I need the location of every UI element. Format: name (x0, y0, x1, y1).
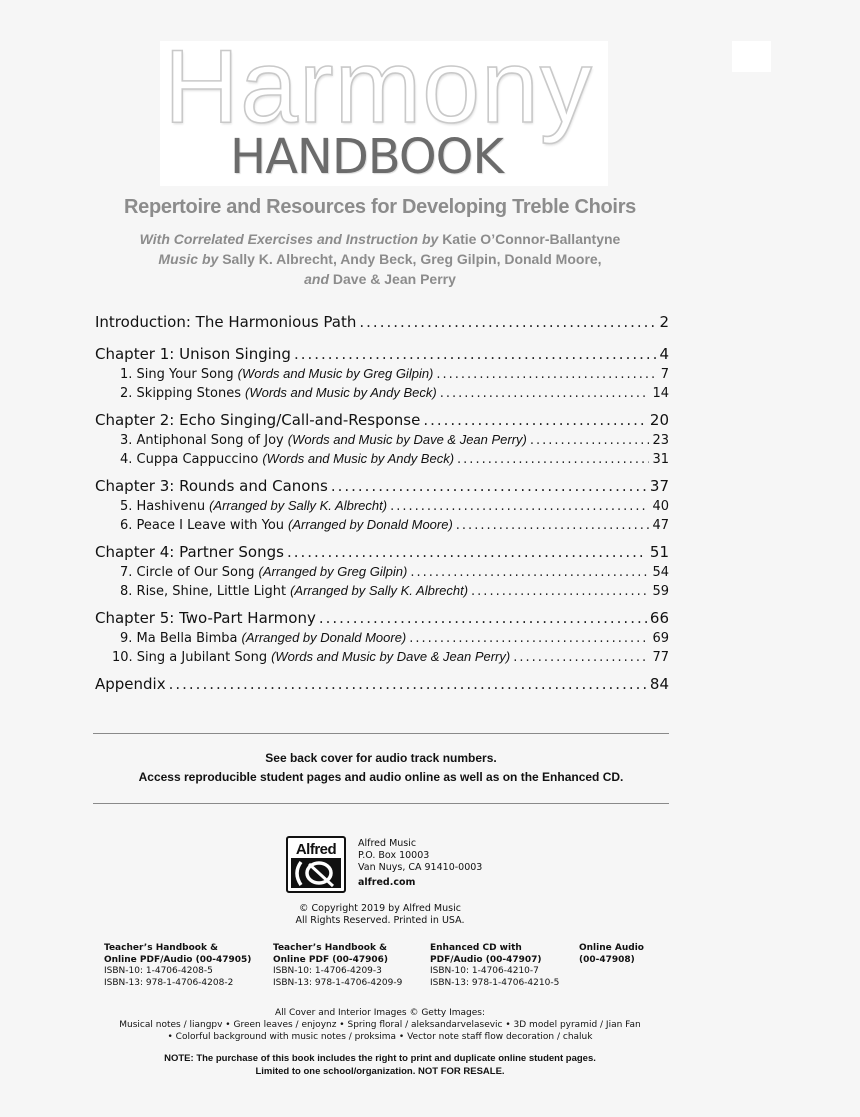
song-credit: (Arranged by Greg Gilpin) (258, 564, 408, 579)
publisher-city: Van Nuys, CA 91410-0003 (358, 862, 483, 873)
dot-leader (294, 345, 657, 364)
dot-leader (319, 609, 647, 628)
treble-clef-logo-icon (291, 858, 341, 888)
isbn-13: ISBN-13: 978-1-4706-4209-9 (273, 977, 403, 988)
song-credit: (Arranged by Donald Moore) (288, 517, 453, 532)
subtitle: Repertoire and Resources for Developing Treble Choirs (123, 196, 636, 218)
toc-page: 59 (652, 584, 669, 599)
toc-chapter-4[interactable] (95, 543, 669, 562)
isbn-13: ISBN-13: 978-1-4706-4210-5 (430, 977, 560, 988)
toc-label: Introduction: The Harmonious Path (95, 313, 357, 331)
song-credit: (Words and Music by Andy Beck) (262, 451, 455, 466)
toc-page: 66 (649, 609, 669, 627)
publisher-name: Alfred Music (358, 838, 417, 849)
edition-item: Teacher’s Handbook & Online PDF/Audio (00-47905) ISBN-10: 1-4706-4208-5 ISBN-13: 978-1-4706-4208-2 (104, 943, 252, 988)
toc-label: 7. Circle of Our Song (Arranged by Greg Gilpin) (120, 564, 408, 580)
toc-page: 77 (652, 650, 669, 665)
toc-label: Chapter 5: Two-Part Harmony (95, 609, 316, 627)
toc-label: 4. Cuppa Cappuccino (Words and Music by Andy Beck) (120, 451, 455, 467)
toc-label: 3. Antiphonal Song of Joy (Words and Music by Dave & Jean Perry) (120, 432, 527, 448)
toc-page: 2 (659, 313, 669, 331)
toc-appendix[interactable] (95, 675, 669, 694)
dot-leader (287, 543, 647, 562)
dot-leader (359, 313, 656, 332)
credit-role: Music by (158, 251, 219, 267)
toc-page: 23 (652, 433, 669, 448)
dot-leader (457, 450, 649, 468)
toc-label: 8. Rise, Shine, Little Light (Arranged by Sally K. Albrecht) (120, 583, 469, 599)
toc-page: 31 (652, 452, 669, 467)
toc-page: 14 (652, 386, 669, 401)
toc-label: Chapter 2: Echo Singing/Call-and-Response (95, 411, 421, 429)
toc-page: 69 (652, 631, 669, 646)
copyright-line: © Copyright 2019 by Alfred Music (299, 903, 461, 914)
toc-chapter-2[interactable] (95, 411, 669, 430)
dot-leader (331, 477, 647, 496)
divider-bottom (93, 803, 669, 804)
toc-page: 20 (649, 411, 669, 429)
audio-notice: See back cover for audio track numbers. (265, 751, 497, 765)
toc-label: Chapter 4: Partner Songs (95, 543, 284, 561)
toc-song[interactable] (95, 562, 669, 581)
song-credit: (Arranged by Sally K. Albrecht) (209, 498, 388, 513)
edition-item: Enhanced CD with PDF/Audio (00-47907) ISBN-10: 1-4706-4210-7 ISBN-13: 978-1-4706-4210-5 (430, 943, 560, 988)
dot-leader (530, 431, 650, 449)
toc-label: 1. Sing Your Song (Words and Music by Greg Gilpin) (120, 366, 434, 382)
toc-page: 40 (652, 499, 669, 514)
toc-label: 9. Ma Bella Bimba (Arranged by Donald Moore) (120, 630, 407, 646)
title-logo-block (160, 29, 608, 186)
song-credit: (Arranged by Donald Moore) (241, 630, 407, 645)
toc-label: Appendix (95, 675, 166, 693)
dot-leader (390, 497, 649, 515)
credit-line (0, 269, 760, 289)
publisher-address (358, 838, 482, 889)
dot-leader (409, 629, 649, 647)
toc-song[interactable] (95, 581, 669, 600)
toc-label: 2. Skipping Stones (Words and Music by Andy Beck) (120, 385, 437, 401)
dot-leader (423, 411, 647, 430)
toc-song[interactable] (95, 515, 669, 534)
toc-song[interactable] (95, 628, 669, 647)
dot-leader (456, 516, 650, 534)
isbn-10: ISBN-10: 1-4706-4208-5 (104, 966, 213, 976)
credit-role: and (304, 271, 330, 287)
toc-song[interactable] (95, 496, 669, 515)
isbn-13: ISBN-13: 978-1-4706-4208-2 (104, 977, 234, 988)
dot-leader (169, 675, 647, 694)
copyright (0, 903, 760, 927)
alfred-logo (286, 836, 346, 893)
toc-song[interactable] (95, 449, 669, 468)
toc-song[interactable] (95, 647, 669, 666)
toc-label: 10. Sing a Jubilant Song (Words and Music by Dave & Jean Perry) (112, 649, 511, 665)
dot-leader (513, 648, 649, 666)
credit-line (0, 249, 760, 269)
toc-label: 6. Peace I Leave with You (Arranged by Donald Moore) (120, 517, 453, 533)
toc-label: Chapter 1: Unison Singing (95, 345, 291, 363)
song-credit: (Arranged by Sally K. Albrecht) (290, 583, 469, 598)
toc-song[interactable] (95, 364, 669, 383)
song-credit: (Words and Music by Dave & Jean Perry) (271, 649, 511, 664)
toc-song[interactable] (95, 430, 669, 449)
toc-chapter-1[interactable] (95, 345, 669, 364)
song-credit: (Words and Music by Dave & Jean Perry) (287, 432, 527, 447)
credit-name: Dave & Jean Perry (332, 271, 456, 287)
dot-leader (436, 365, 657, 383)
song-credit: (Words and Music by Andy Beck) (244, 385, 437, 400)
toc-page: 7 (660, 367, 669, 382)
toc-page: 4 (659, 345, 669, 363)
dot-leader (440, 384, 650, 402)
credits-block (0, 229, 760, 289)
toc-intro[interactable] (95, 313, 669, 332)
rights-line: All Rights Reserved. Printed in USA. (295, 915, 465, 926)
toc-label: 5. Hashivenu (Arranged by Sally K. Albrecht) (120, 498, 388, 514)
toc-song[interactable] (95, 383, 669, 402)
access-notice: Access reproducible student pages and audio online as well as on the Enhanced CD. (138, 770, 624, 784)
publisher-po-box: P.O. Box 10003 (358, 850, 430, 861)
resale-note: NOTE: The purchase of this book includes the right to print and duplicate online student pages. Limited to one school/organization. NOT FOR RESALE. (164, 1053, 596, 1077)
image-credits: All Cover and Interior Images © Getty Images: Musical notes / liangpv • Green leaves / enjoynz • Spring floral / aleksandarvelasevic • 3D model pyramid / Jian Fan • Colorful background with music notes / proksima • Vector note staff flow decoration / chaluk (119, 1008, 641, 1042)
credit-line (0, 229, 760, 249)
credit-name: Katie O’Connor-Ballantyne (442, 231, 621, 247)
toc-page: 37 (649, 477, 669, 495)
credit-role: With Correlated Exercises and Instruction by (139, 231, 439, 247)
toc-chapter-3[interactable] (95, 477, 669, 496)
toc-page: 54 (652, 565, 669, 580)
edition-item: Online Audio (00-47908) (579, 943, 644, 965)
isbn-10: ISBN-10: 1-4706-4209-3 (273, 966, 382, 976)
toc-page: 51 (649, 543, 669, 561)
toc-page: 84 (649, 675, 669, 693)
song-credit: (Words and Music by Greg Gilpin) (237, 366, 434, 381)
toc-page: 47 (652, 518, 669, 533)
logo-text: Alfred (291, 841, 341, 858)
credit-name: Sally K. Albrecht, Andy Beck, Greg Gilpin, Donald Moore, (222, 251, 602, 267)
toc-chapter-5[interactable] (95, 609, 669, 628)
edition-item: Teacher’s Handbook & Online PDF (00-47906) ISBN-10: 1-4706-4209-3 ISBN-13: 978-1-4706-4209-9 (273, 943, 403, 988)
dot-leader (410, 563, 649, 581)
toc-label: Chapter 3: Rounds and Canons (95, 477, 328, 495)
dot-leader (471, 582, 649, 600)
publisher-website-link[interactable]: alfred.com (358, 877, 416, 888)
divider-top (93, 733, 669, 734)
isbn-10: ISBN-10: 1-4706-4210-7 (430, 966, 539, 976)
table-of-contents (95, 313, 669, 694)
corner-white-box (732, 41, 771, 72)
title-harmony: Harmony (164, 29, 593, 145)
title-handbook: HANDBOOK (230, 129, 503, 185)
